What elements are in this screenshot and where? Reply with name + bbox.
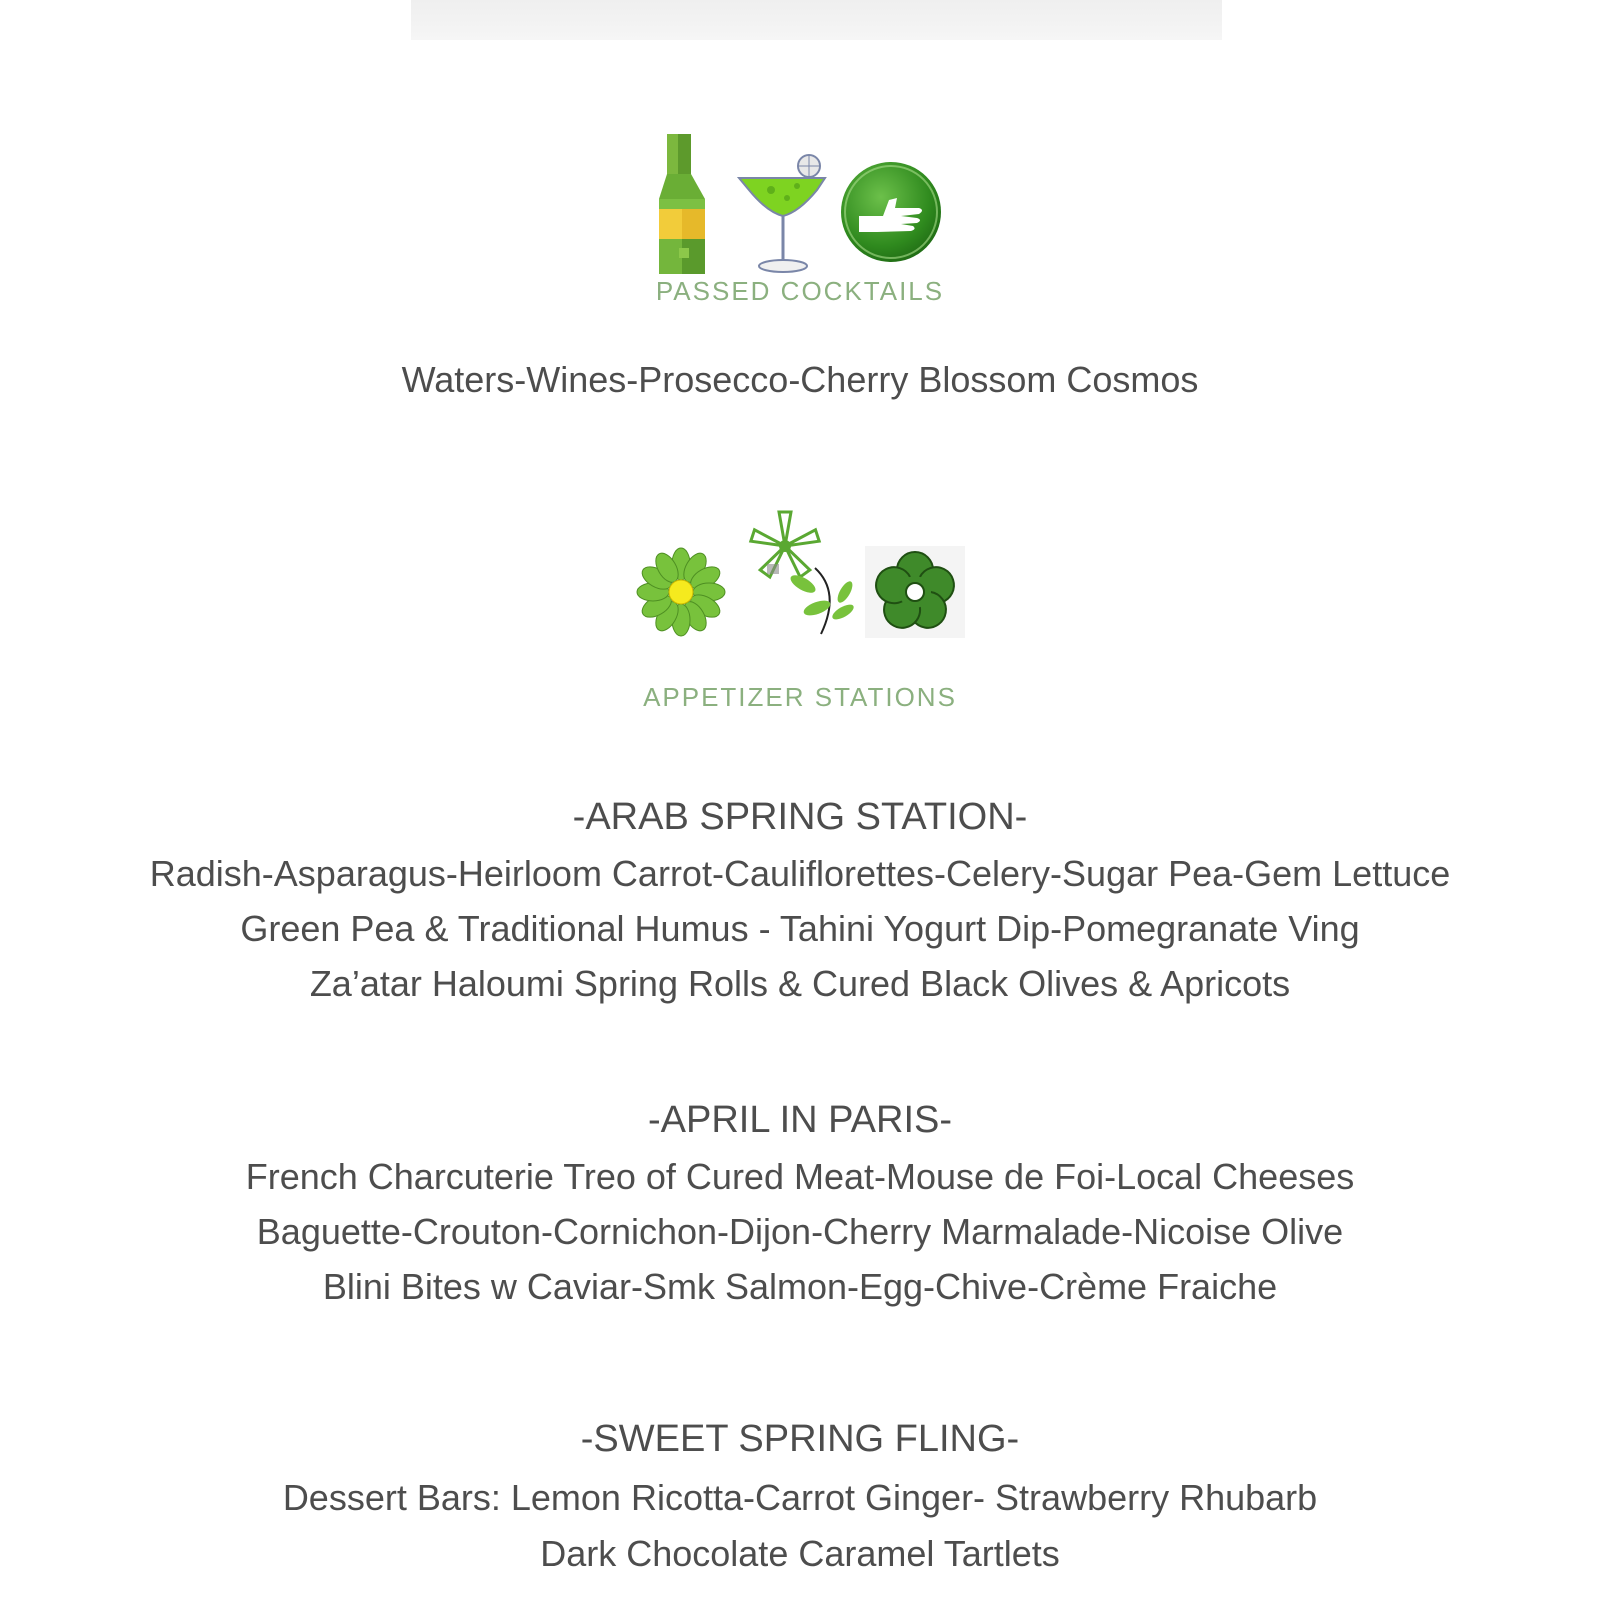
- five-petal-flower-icon: [865, 546, 965, 638]
- station-item-line: French Charcuterie Treo of Cured Meat-Mouse de Foi-Local Cheeses: [245, 1156, 1355, 1197]
- station-item-line: Blini Bites w Caviar-Smk Salmon-Egg-Chive-Crème Fraiche: [322, 1266, 1278, 1307]
- wine-bottle-icon: [657, 134, 707, 274]
- station-item-line: Baguette-Crouton-Cornichon-Dijon-Cherry Marmalade-Nicoise Olive: [256, 1211, 1344, 1252]
- passed-cocktails-line: Waters-Wines-Prosecco-Cherry Blossom Cosmos: [401, 359, 1199, 400]
- serving-hand-icon: [839, 160, 943, 264]
- passed-cocktails-icons: [0, 134, 1600, 274]
- top-banner-image: [411, 0, 1222, 40]
- station-title: -APRIL IN PARIS-: [647, 1099, 953, 1141]
- passed-cocktails-label: PASSED COCKTAILS: [655, 276, 945, 306]
- station-item-line: Dark Chocolate Caramel Tartlets: [540, 1533, 1060, 1574]
- station-item-line: Radish-Asparagus-Heirloom Carrot-Cauliflorettes-Celery-Sugar Pea-Gem Lettuce: [149, 853, 1451, 894]
- appetizer-stations-icons: [0, 506, 1600, 638]
- branch-flower-icon: [733, 506, 861, 638]
- margarita-glass-icon: [737, 154, 829, 274]
- station-item-line: Green Pea & Traditional Humus - Tahini Yogurt Dip-Pomegranate Ving: [240, 908, 1360, 949]
- appetizer-stations-label: APPETIZER STATIONS: [643, 682, 957, 712]
- station-item-line: Dessert Bars: Lemon Ricotta-Carrot Ginger- Strawberry Rhubarb: [282, 1477, 1318, 1518]
- station-title: -ARAB SPRING STATION-: [572, 796, 1028, 838]
- station-item-line: Za’atar Haloumi Spring Rolls & Cured Black Olives & Apricots: [309, 963, 1291, 1004]
- station-title: -SWEET SPRING FLING-: [580, 1418, 1020, 1460]
- daisy-icon: [635, 546, 727, 638]
